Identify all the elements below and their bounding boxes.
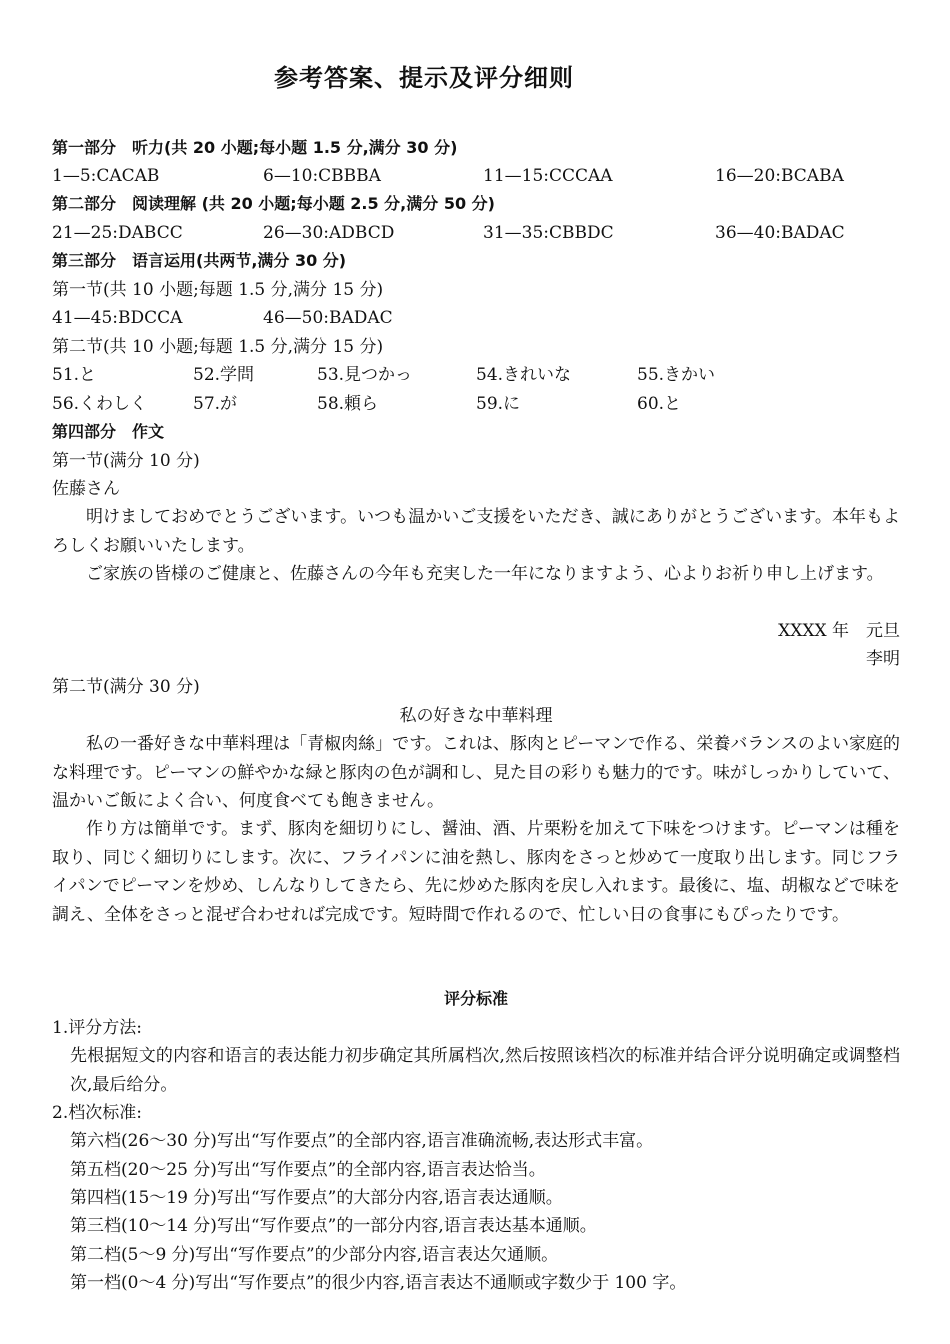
- part1-answers-row: [52, 162, 900, 190]
- grading-level: 第三档(10～14 分)写出“写作要点”的一部分内容,语言表达基本通顺。: [70, 1216, 597, 1236]
- grading-level: 第一档(0～4 分)写出“写作要点”的很少内容,语言表达不通顺或字数少于 100 字。: [70, 1273, 687, 1293]
- part4-section2-label: 第二节(满分 30 分): [52, 677, 200, 697]
- answer-item: 60.と: [637, 394, 682, 414]
- grading-method-label: 1.评分方法:: [52, 1018, 142, 1038]
- answer-item: 55.きかい: [637, 365, 716, 385]
- answer-group: 16—20:BCABA: [715, 166, 844, 186]
- answer-group: 31—35:CBBDC: [483, 223, 614, 243]
- page-title: 参考答案、提示及评分细则: [274, 64, 574, 92]
- part3-heading: 第三部分 语言运用(共两节,满分 30 分): [52, 251, 347, 270]
- grading-title: 评分标准: [443, 989, 508, 1008]
- answer-group: 6—10:CBBBA: [263, 166, 381, 186]
- letter-paragraph-1: 明けましておめでとうございます。いつも温かいご支援をいただき、誠にありがとうございます。本年もよろしくお願いいたします。: [52, 507, 900, 556]
- answer-item: 56.くわしく: [52, 394, 148, 414]
- grading-level: 第二档(5～9 分)写出“写作要点”的少部分内容,语言表达欠通顺。: [70, 1245, 559, 1265]
- part3-section2-label: 第二节(共 10 小题;每题 1.5 分,满分 15 分): [52, 337, 384, 357]
- part2-heading: 第二部分 阅读理解 (共 20 小题;每小题 2.5 分,满分 50 分): [52, 194, 495, 213]
- answer-item: 54.きれいな: [476, 365, 572, 385]
- answer-group: 41—45:BDCCA: [52, 308, 183, 328]
- grading-level: 第五档(20～25 分)写出“写作要点”的全部内容,语言表达恰当。: [70, 1160, 546, 1180]
- answer-group: 26—30:ADBCD: [263, 223, 395, 243]
- letter-date: XXXX 年 元旦: [778, 621, 900, 641]
- letter-signature: 李明: [866, 649, 900, 669]
- answer-item: 59.に: [476, 394, 521, 414]
- part3-section2-row2: [52, 390, 900, 418]
- answer-group: 36—40:BADAC: [715, 223, 845, 243]
- part3-section1-label: 第一节(共 10 小题;每题 1.5 分,满分 15 分): [52, 280, 384, 300]
- answer-item: 58.頼ら: [317, 394, 379, 414]
- part1-heading: 第一部分 听力(共 20 小题;每小题 1.5 分,满分 30 分): [52, 138, 458, 157]
- answer-group: 21—25:DABCC: [52, 223, 183, 243]
- answer-group: 46—50:BADAC: [263, 308, 393, 328]
- part4-section1-label: 第一节(满分 10 分): [52, 451, 200, 471]
- answer-item: 53.見つかっ: [317, 365, 413, 385]
- grading-level: 第六档(26～30 分)写出“写作要点”的全部内容,语言准确流畅,表达形式丰富。: [70, 1131, 654, 1151]
- answer-item: 52.学問: [193, 365, 255, 385]
- answer-item: 57.が: [193, 394, 238, 414]
- grading-levels-label: 2.档次标准:: [52, 1103, 142, 1123]
- grading-method-text: 先根据短文的内容和语言的表达能力初步确定其所属档次,然后按照该档次的标准并结合评分说明确定或调整档次,最后给分。: [70, 1046, 900, 1095]
- part2-answers-row: [52, 219, 900, 247]
- part4-heading: 第四部分 作文: [52, 422, 165, 441]
- answer-item: 51.と: [52, 365, 97, 385]
- part3-section1-answers: [52, 304, 900, 332]
- part3-section2-row1: [52, 361, 900, 389]
- letter-paragraph-2: ご家族の皆様のご健康と、佐藤さんの今年も充実した一年になりますよう、心よりお祈り申し上げます。: [86, 564, 884, 584]
- answer-group: 11—15:CCCAA: [483, 166, 613, 186]
- essay-title: 私の好きな中華料理: [399, 706, 553, 726]
- answer-group: 1—5:CACAB: [52, 166, 160, 186]
- essay-paragraph-2: 作り方は簡単です。まず、豚肉を細切りにし、醤油、酒、片栗粉を加えて下味をつけます。ピーマンは種を取り、同じく細切りにします。次に、フライパンに油を熱し、豚肉をさっと炒めて一度取り出します。同じフライパンでピーマンを炒め、しんなりしてきたら、先に炒めた豚肉を戻し入れます。最後に、塩、胡椒などで味を調え、全体をさっと混ぜ合わせれば完成です。短時間で作れるので、忙しい日の食事にもぴったりです。: [52, 819, 900, 925]
- grading-level: 第四档(15～19 分)写出“写作要点”的大部分内容,语言表达通顺。: [70, 1188, 563, 1208]
- letter-salutation: 佐藤さん: [52, 479, 120, 499]
- essay-paragraph-1: 私の一番好きな中華料理は「青椒肉絲」です。これは、豚肉とピーマンで作る、栄養バランスのよい家庭的な料理です。ピーマンの鮮やかな緑と豚肉の色が調和し、見た目の彩りも魅力的です。味がしっかりしていて、温かいご飯によく合い、何度食べても飽きません。: [52, 734, 900, 811]
